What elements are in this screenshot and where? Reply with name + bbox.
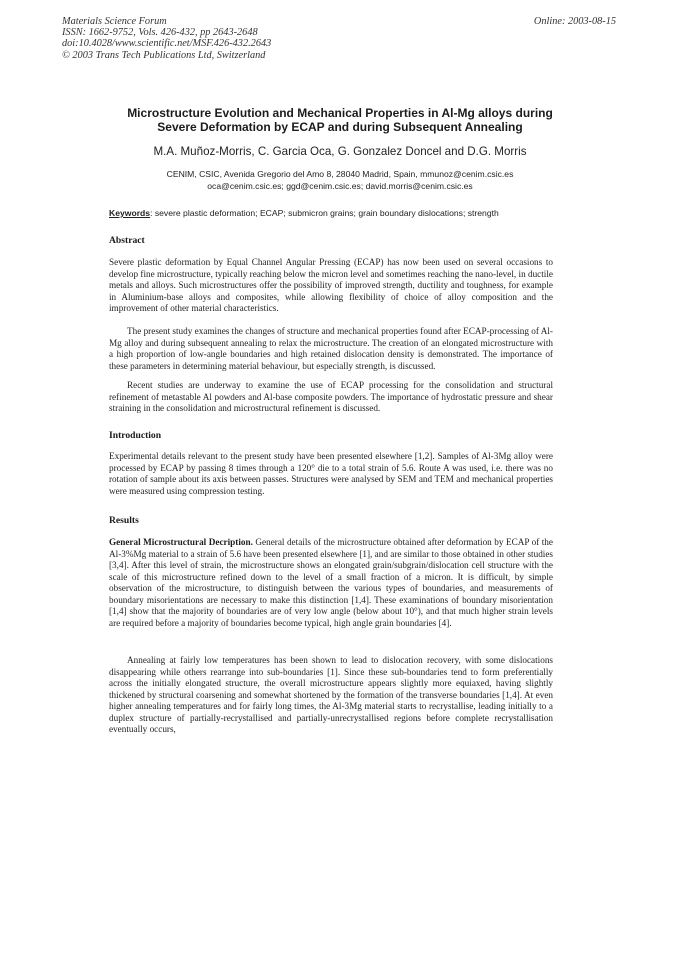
journal-issn: ISSN: 1662-9752, Vols. 426-432, pp 2643-2648 [62, 27, 258, 39]
results-runin-heading: General Microstructural Decription. [109, 537, 253, 547]
online-date: Online: 2003-08-15 [533, 16, 616, 27]
paper-title-line: Severe Deformation by ECAP and during Subsequent Annealing [157, 119, 523, 134]
journal-header [62, 16, 271, 61]
keywords-text: : severe plastic deformation; ECAP; submicron grains; grain boundary dislocations; strength [150, 208, 499, 218]
journal-name: Materials Science Forum [62, 16, 167, 27]
introduction-heading: Introduction [109, 430, 162, 441]
abstract-paragraph: Recent studies are underway to examine the use of ECAP processing for the consolidation and structural refinement of metastable Al powders and Al-base composite powders. The importance of hydrostatic pressure and shear straining in the consolidation and microstructural refinement is discussed. [109, 380, 553, 414]
keywords [109, 208, 499, 218]
results-paragraph: Annealing at fairly low temperatures has been shown to lead to dislocation recovery, with some dislocations disappearing while others rearrange into sub-boundaries [1]. Since these sub-boundaries tend to form preferentially across the initially elongated structure, the overall microstructure appears slightly more equiaxed, having slightly thickened by structural coarsening and somewhat shortened by the formation of the transverse boundaries [1,4]. At even higher annealing temperatures and for fairly long times, the Al-3Mg material starts to recrystallise, leading initially to a duplex structure of partially-recrystallised and partially-unrecrystallised regions before complete recrystallisation eventually occurs, [109, 655, 553, 735]
abstract-paragraph: The present study examines the changes of structure and mechanical properties found after ECAP-processing of Al-Mg alloy and during subsequent annealing to relax the microstructure. The creation of an elongated microstructure with a high proportion of low-angle boundaries and high retained dislocation density is demonstrated. The importance of these parameters in determining material behaviour, but especially strength, is discussed. [109, 326, 553, 371]
affiliation-line: CENIM, CSIC, Avenida Gregorio del Amo 8, 28040 Madrid, Spain, mmunoz@cenim.csic.es [166, 169, 514, 179]
abstract-heading: Abstract [109, 235, 145, 246]
keywords-label: Keywords [109, 208, 151, 218]
introduction-paragraph: Experimental details relevant to the present study have been presented elsewhere [1,2]. Samples of Al-3Mg alloy were processed by ECAP by passing 8 times through a 120° die to a total strain of 5.6. Route A was used, i.e. there was no rotation of sample about its axis between passes. Structures were analysed by SEM and TEM and mechanical properties were measured using compression testing. [109, 451, 553, 496]
paper-authors: M.A. Muñoz-Morris, C. Garcia Oca, G. Gonzalez Doncel and D.G. Morris [153, 145, 527, 158]
results-paragraph-text: General details of the microstructure obtained after deformation by ECAP of the Al-3%Mg material to a strain of 5.6 have been presented elsewhere [1], and are similar to those obtained in other studies [3,4]. After this level of strain, the microstructure shows an elongated grain/subgrain/dislocation cell structure with the scale of this microstructure refined down to the level of a small fraction of a micron. It is difficult, by simple observation of the microstructure, to distinguish between the various types of boundaries, and measurements of boundary misorientations are necessary to make this distinction [1,4]. These examinations of boundary misorientation [1,4] show that the majority of boundaries are of very low angle (below about 10°), and that much higher strain levels are required before a majority of boundaries become typical, high angle grain boundaries [4]. [109, 537, 553, 628]
journal-doi: doi:10.4028/www.scientific.net/MSF.426-432.2643 [62, 38, 272, 50]
affiliation-line: oca@cenim.csic.es; ggd@cenim.csic.es; david.morris@cenim.csic.es [207, 180, 473, 191]
results-heading: Results [109, 515, 139, 526]
journal-copyright: © 2003 Trans Tech Publications Ltd, Switzerland [62, 49, 266, 61]
abstract-paragraph: Severe plastic deformation by Equal Channel Angular Pressing (ECAP) has now been used on several occasions to develop fine microstructure, typically reaching below the micron level and sometimes reaching the nano-level, in ductile metals and alloys. Such microstructures offer the possibility of improved strength, ductility and toughness, for example in Aluminium-base alloys and composites, while allowing flexibility of choice of alloy composition and the improvement of other material characteristics. [109, 257, 553, 314]
paper-affiliation [100, 169, 580, 192]
paper-title [100, 107, 580, 134]
results-paragraph [109, 537, 553, 629]
paper-title-line: Microstructure Evolution and Mechanical Properties in Al-Mg alloys during [127, 106, 553, 120]
